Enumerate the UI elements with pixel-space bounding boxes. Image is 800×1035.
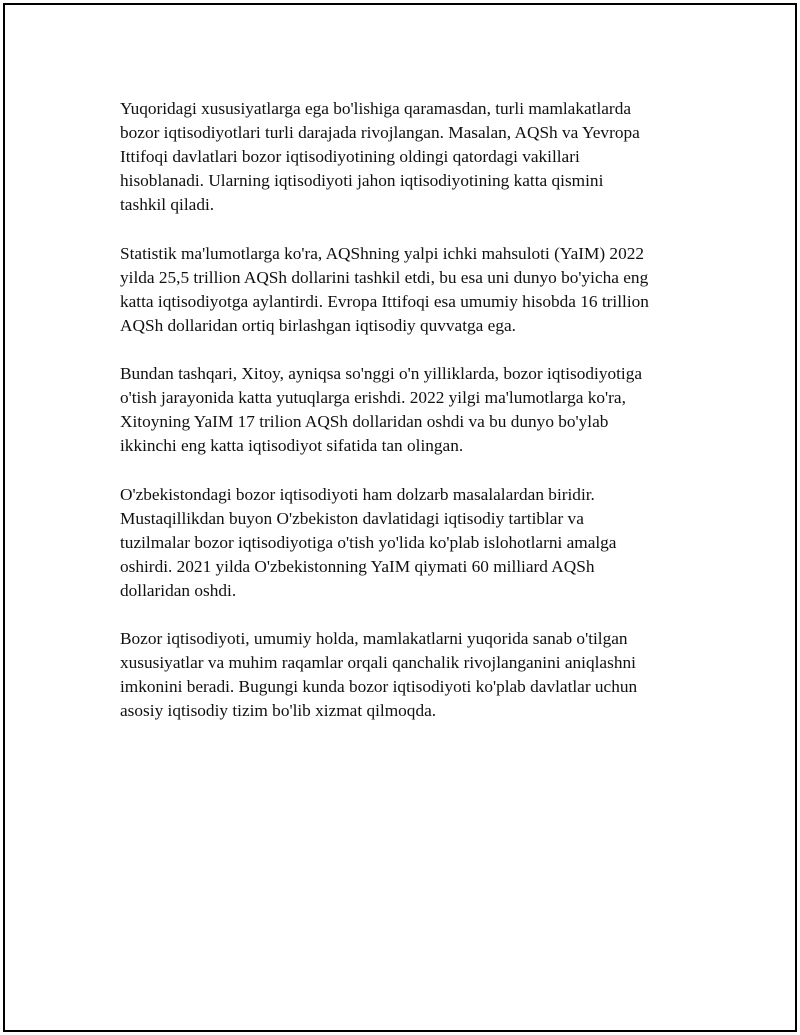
paragraph-5: Bozor iqtisodiyoti, umumiy holda, mamlakatlarni yuqorida sanab o'tilgan xususiyatlar va muhim raqamlar orqali qanchalik rivojlanganini aniqlashni imkonini beradi. Bugungi kunda bozor iqtisodiyoti ko'plab davlatlar uchun asosiy iqtisodiy tizim bo'lib xizmat qilmoqda. [120,629,638,721]
paragraph-1: Yuqoridagi xususiyatlarga ega bo'lishiga qaramasdan, turli mamlakatlarda bozor iqtisodiyotlari turli darajada rivojlangan. Masalan, AQSh va Yevropa Ittifoqi davlatlari bozor iqtisodiyotining oldingi qatordagi vakillari hisoblanadi. Ularning iqtisodiyoti jahon iqtisodiyotining katta qismini tashkil qiladi. [120,99,640,215]
document-page [3,3,797,1032]
paragraph-4: O'zbekistondagi bozor iqtisodiyoti ham dolzarb masalalardan biridir. Mustaqillikdan buyon O'zbekiston davlatidagi iqtisodiy tartiblar va tuzilmalar bozor iqtisodiyotiga o'tish yo'lida ko'plab islohotlarni amalga oshirdi. 2021 yilda O'zbekistonning YaIM qiymati 60 milliard AQSh dollaridan oshdi. [120,484,617,600]
paragraph-2: Statistik ma'lumotlarga ko'ra, AQShning yalpi ichki mahsuloti (YaIM) 2022 yilda 25,5 trillion AQSh dollarini tashkil etdi, bu esa uni dunyo bo'yicha eng katta iqtisodiyotga aylantirdi. Evropa Ittifoqi esa umumiy hisobda 16 trillion AQSh dollaridan ortiq birlashgan iqtisodiy quvvatga ega. [120,243,649,335]
document-body [120,97,690,748]
paragraph-3: Bundan tashqari, Xitoy, ayniqsa so'nggi o'n yilliklarda, bozor iqtisodiyotiga o'tish jarayonida katta yutuqlarga erishdi. 2022 yilgi ma'lumotlarga ko'ra, Xitoyning YaIM 17 trilion AQSh dollaridan oshdi va bu dunyo bo'ylab ikkinchi eng katta iqtisodiyot sifatida tan olingan. [120,364,643,456]
